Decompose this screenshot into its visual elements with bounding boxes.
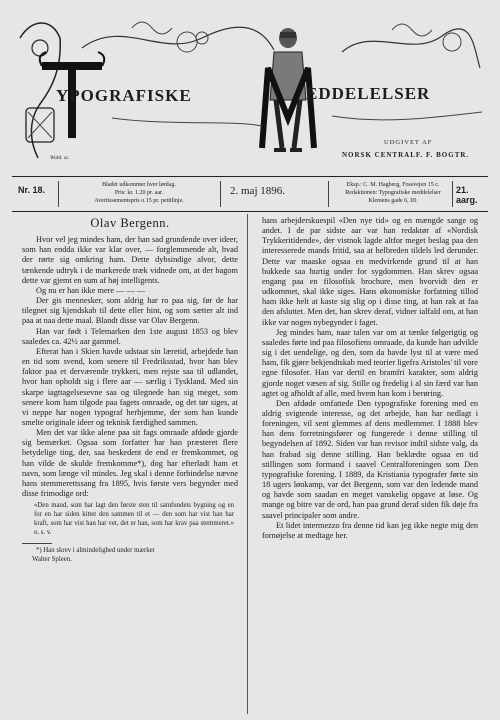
right-column [262, 216, 478, 541]
publisher-name: NORSK CENTRALF. F. BOGTR. [342, 151, 470, 159]
office-line: Klemens gade 6, III. [368, 198, 418, 204]
footnote-rule [22, 543, 52, 544]
left-column [22, 216, 238, 564]
divider [452, 181, 453, 207]
column-divider [247, 214, 248, 714]
office-line: Redaktionen: Typografiske meddelelser [345, 190, 441, 196]
masthead-title-left: YPOGRAFISKE [56, 86, 192, 105]
issue-date: 2. maj 1896. [230, 185, 285, 197]
paragraph: Den afdøde omfattede Den typografiske forening med en aldrig svigtende interesse, og det arbejde, han har nedlagt i foreningen, vil sent glemmes af dens medlemmer. I 1888 blev han dens forretningsfører og fungerede i denne stilling til begyndelsen af 1892. Siden var han revisor indtil sidste valg, da han frabad sig denne stilling. Han beklædte ogsaa en tid stillingen som formand i saavel Centralforeningen som Den typografiske forening. I 1889, da Kristiania typografer førte sin 18 ugers lønkamp, var det Bergenn, som var den ledende mand og havde som saadan en meget vanskelig opgave at løse. Og mange og bitre var de ord, han paa grund deraf siden fik døje fra saavel principaler som andre. [262, 398, 478, 520]
paragraph: Der gis mennesker, som aldrig har ro paa sig, før de har tilegnet sig kjendskab til dette eller hint, og som sætter alt ind paa at naa dette maal. Blandt disse var Olav Bergenn. [22, 296, 238, 326]
paragraph: hans arbejderskuespil «Den nye tid» og en mængde sange og andet. I de par sidste aar var han redaktør af «Nordisk Trykkeritidende», der vistnok lagde altfor meget beslag paa den interesserede mands fritid, saa at helbreden tildels led derunder. Dette var maaske ogsaa en medvirkende grund til at han bukkede saa hurtig under for sygdommen. Han skrev ogsaa engang paa en filosofisk brochure, men hvorvidt den er udkommet, skal ikke siges. Hans økonomiske forfatning tillod ham ikke helt at kaste sig slig op i disse ting, at han rak at faa den afsluttet. Men det, han skrev deraf, vidner ialfald om, at han ikke var nogen nybegynder i faget. [262, 216, 478, 327]
paragraph: Men det var ikke alene paa sit fags omraade afdøde gjorde sig bemærket. Ogsaa som forfatter har han præsteret flere betydelige ting, der, saa beskedent de end er fremkommet, og han vilde de skulde fremkomme*), dog har efterladt ham et navn, som længe vil mindes. Jeg skal i denne forbindelse nævne hans stemmerettssang fra 1895, hvis første vers begynder med disse frimodige ord: [22, 428, 238, 499]
song-quote: «Den mand, som har lagt den første sten til samfundets bygning og en for en har siden kittet den sammen til et — den som har vist han har kraft, som har vist han har vet, det er han, som har krav paa stemmeret.» o. s. v. [34, 502, 234, 536]
paragraph: Han var født i Telemarken den 1ste august 1853 og blev saaledes ca. 42½ aar gammel. [22, 326, 238, 346]
divider [58, 181, 59, 207]
masthead [12, 8, 488, 176]
issue-info-bar [12, 176, 488, 212]
office-line: Eksp.: C. M. Hagberg, Fossvejen 15 c. [346, 182, 440, 188]
paragraph: Og nu er han ikke mere — — — [36, 285, 146, 295]
paragraph: Hvor vel jeg mindes ham, der han sad grundende over ideer, som han endda ikke var klar over, — forglemmende alt, hvad der rørte sig omkring ham. Dette dybsindige alvor, dette tænkende udtryk i de markerede træk vidnede om, at der bagom dette var gjemt en sum af høj intelligents. [22, 235, 238, 285]
issue-number: Nr. 18. [18, 185, 46, 195]
footnote [22, 547, 238, 564]
office-info [334, 181, 452, 205]
subscription-line: Bladet udkommer hver lørdag. [102, 182, 176, 188]
paragraph: Efterat han i Skien havde udstaat sin læretid, arbejdede han en tid som svend, kom senere til Fredriksstad, hvor han blev faktor paa et derværende trykkeri, men rejste saa til udlandet, hvor han opholdt sig i flere aar — særlig i Tyskland. Med sin skarpe iagttagelsesevne saa og tilegnede han sig meget, som senere kom ham tilgode paa fagets omraade, og det tør siges, at vi neppe har nogen typograf herhjemme, der som han kunde smelte originale ideer og teknisk færdighed sammen. [22, 346, 238, 427]
article-title: Olav Bergenn. [90, 216, 170, 230]
subscription-info [64, 181, 214, 205]
paragraph: Et lidet intermezzo fra denne tid kan jeg ikke negte mig den fornøjelse at medtage her. [262, 520, 478, 540]
footnote-signature: Walter Spleen. [32, 555, 72, 563]
publisher-caption: UDGIVET AF [384, 139, 433, 146]
volume-number: 21. aarg. [456, 185, 478, 205]
divider [328, 181, 329, 207]
engraver-signature: Wold. sc. [50, 155, 70, 161]
subscription-line: Avertissementspris o.15 pr. petitlinje. [94, 198, 184, 204]
masthead-title-right: EDDELELSER [306, 84, 431, 103]
divider [220, 181, 221, 207]
footnote-text: *) Han skrev i almindelighed under mærket [36, 547, 155, 555]
paragraph: Jeg mindes ham, naar talen var om at tænke følgerigtig og saaledes førte ind paa filosofiens omraade, da kunde han udvikle sig i det uendelige, og den, som da havde lyst til at være med ham, fik gjøre bekjendtskab med teorier ligefra Aristoles' til vore egne filosofer. Han var dertil en bramfri karakter, som aldrig gjorde noget væsen af sig. Stille og fredelig i al sin færd var han agtet og afholdt af alle, med hvem han kom i berøring. [262, 327, 478, 398]
subscription-line: Pris: kr. 1.20 pr. aar. [114, 190, 164, 196]
